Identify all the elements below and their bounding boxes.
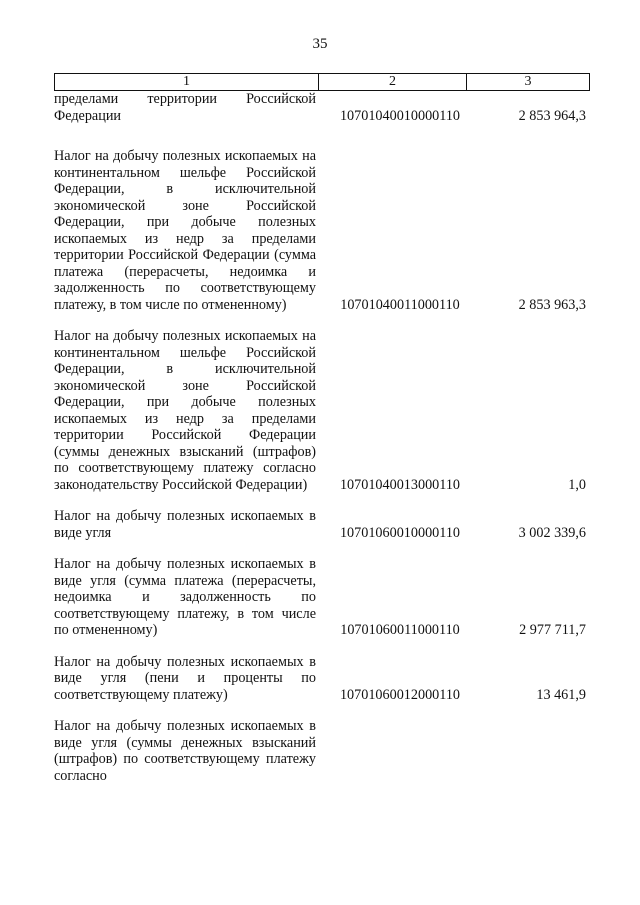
table-row (54, 718, 590, 784)
column-header-2: 2 (319, 74, 467, 90)
row-name: Налог на добычу полезных ископаемых в виде угля (сумма платежа (перерасчеты, недоимка и задолженность по соответствующему платежу, в том числе по отмененному) (54, 556, 316, 638)
row-name: Налог на добычу полезных ископаемых на континентальном шельфе Российской Федерации, в исключительной экономической зоне Российской Федерации, при добыче полезных ископаемых из недр за пределами территории Российской Федерации (суммы денежных взысканий (штрафов) по соответствующему платежу согласно законодательству Российской Федерации) (54, 328, 316, 493)
column-header-1: 1 (55, 74, 319, 90)
row-code: 10701060011000110 (340, 622, 460, 638)
row-code: 10701040013000110 (339, 476, 461, 493)
row-amount: 2 853 963,3 (518, 296, 586, 313)
page-number: 35 (312, 36, 328, 52)
row-amount: 2 853 964,3 (518, 107, 586, 124)
row-name: пределами территории Российской Федерации (54, 91, 316, 124)
table-row (54, 654, 590, 704)
row-amount: 2 977 711,7 (519, 622, 586, 638)
row-amount: 3 002 339,6 (518, 524, 586, 541)
row-name: Налог на добычу полезных ископаемых в виде угля (суммы денежных взысканий (штрафов) по соответствующему платежу согласно (54, 718, 316, 784)
table-row (54, 508, 590, 541)
row-name: Налог на добычу полезных ископаемых на континентальном шельфе Российской Федерации, в исключительной экономической зоне Российской Федерации, при добыче полезных ископаемых из недр за пределами территории Российской Федерации (сумма платежа (перерасчеты, недоимка и задолженность по соответствующему платежу, в том числе по отмененному) (54, 148, 316, 313)
table-row (54, 148, 590, 313)
table-row (54, 328, 590, 493)
row-code: 10701040010000110 (339, 107, 461, 124)
row-name: Налог на добычу полезных ископаемых в виде угля (пени и проценты по соответствующему платежу) (54, 653, 316, 703)
row-code: 10701040011000110 (340, 296, 460, 313)
row-amount: 1,0 (568, 476, 586, 493)
row-code: 10701060012000110 (339, 686, 461, 703)
row-code: 10701060010000110 (339, 524, 461, 541)
table-body (54, 91, 590, 799)
column-header-3: 3 (524, 74, 532, 89)
row-amount: 13 461,9 (536, 686, 586, 703)
table-header (54, 73, 590, 91)
row-name: Налог на добычу полезных ископаемых в виде угля (54, 508, 316, 541)
table-row (54, 91, 590, 124)
table-row (54, 556, 590, 639)
